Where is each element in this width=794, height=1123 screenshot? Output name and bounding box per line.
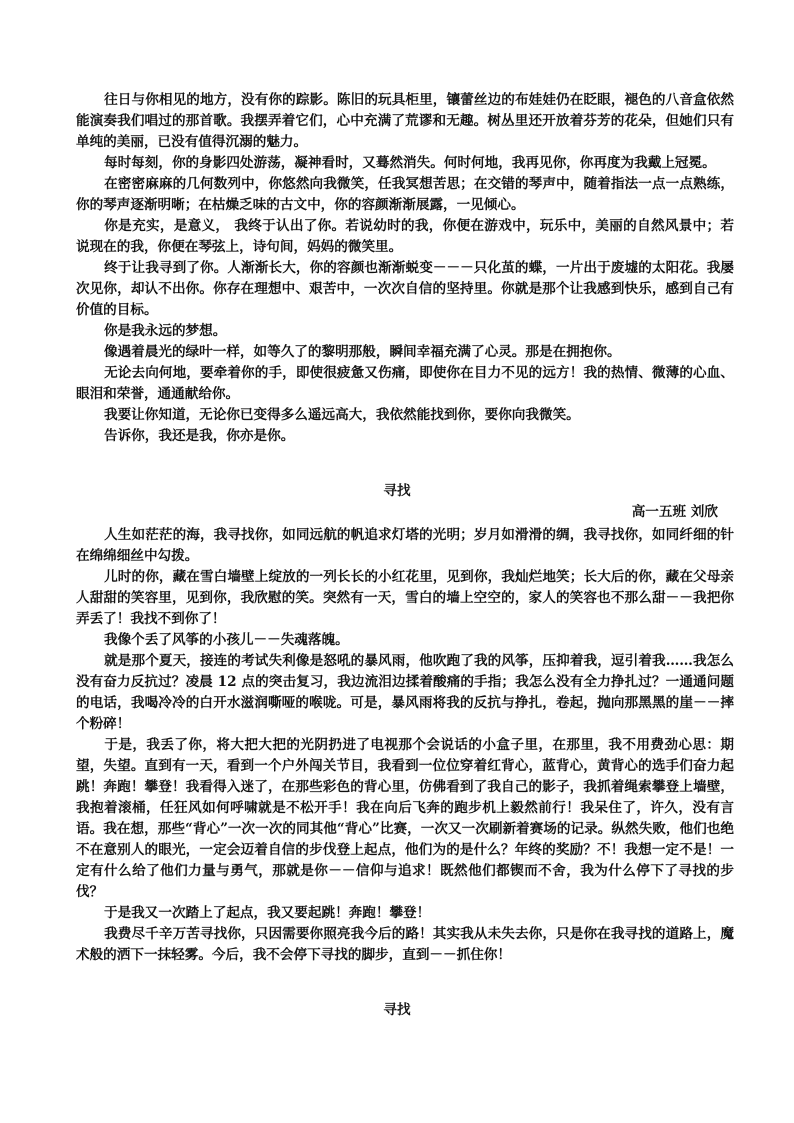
essay1-paragraph-4: 你是充实，是意义， 我终于认出了你。若说幼时的我，你便在游戏中，玩乐中，美丽的自然风景中；若说现在的我，你便在琴弦上，诗句间，妈妈的微笑里。 [76,218,734,255]
essay2-body [76,525,734,966]
essay1-paragraph-5: 终于让我寻到了你。人渐渐长大，你的容颜也渐渐蜕变－－－只化茧的蝶，一片出于废墟的太阳花。我屡次见你，却认不出你。你存在理想中、艰苦中，一次次自信的坚持里。你就是那个让我感到快乐，感到自己有价值的目标。 [76,260,734,318]
essay2-paragraph-5: 于是，我丢了你，将大把大把的光阴扔进了电视那个会说话的小盒子里，在那里，我不用费劲心思：期望，失望。直到有一天，看到一个户外闯关节目，我看到一位位穿着红背心，蓝背心，黄背心的选手们奋力起跳！奔跑！攀登！我看得入迷了，在那些彩色的背心里，仿佛看到了我自己的影子，我抓着绳索攀登上墙壁，我抱着滚桶，任狂风如何呼啸就是不松开手！我在向后飞奔的跑步机上毅然前行！我呆住了，许久，没有言语。我在想，那些“背心”一次一次的同其他“背心”比赛，一次又一次刷新着赛场的记录。纵然失败，他们也绝不在意别人的眼光，一定会迈着自信的步伐登上起点，他们为的是什么？年终的奖励？不！我想一定不是！一定有什么给了他们力量与勇气，那就是你－－信仰与追求！既然他们都锲而不舍，我为什么停下了寻找的步伐？ [76,737,734,900]
essay2-paragraph-7: 我费尽千辛万苦寻找你，只因需要你照亮我今后的路！其实我从未失去你，只是你在我寻找的道路上，魔术般的洒下一抹轻雾。今后，我不会停下寻找的脚步，直到－－抓住你！ [76,926,734,963]
essay2-paragraph-4: 就是那个夏天，接连的考试失利像是怒吼的暴风雨，他吹跑了我的风筝，压抑着我，逗引着我……我怎么没有奋力反抗过？凌晨 12 点的突击复习，我边流泪边揉着酸痛的手指；我怎么没有全力挣扎过？一通通问题的电话，我喝冷冷的白开水滋润嘶哑的喉咙。可是，暴风雨将我的反抗与挣扎，卷起，抛向那黑黑的崖－－摔个粉碎！ [76,653,734,732]
essay3-title: 寻找 [383,1002,411,1018]
essay1-paragraph-10: 告诉你，我还是我，你亦是你。 [104,428,295,444]
essay2-paragraph-3: 我像个丢了风筝的小孩儿－－失魂落魄。 [104,632,349,648]
essay1-paragraph-3: 在密密麻麻的几何数列中，你悠然向我微笑，任我冥想苦思；在交错的琴声中，随着指法一点一点熟练，你的琴声逐渐明晰；在枯燥乏味的古文中，你的容颜渐渐展露，一见倾心。 [76,176,734,213]
essay1-body [76,90,734,447]
essay2-author: 高一五班 刘欣 [631,504,718,520]
essay1-paragraph-8: 无论去向何地，要牵着你的手，即使很疲惫又伤痛，即使你在目力不见的远方！我的热情、微薄的心血、眼泪和荣誉，通通献给你。 [76,365,734,402]
essay1-paragraph-7: 像遇着晨光的绿叶一样，如等久了的黎明那般，瞬间幸福充满了心灵。那是在拥抱你。 [104,344,621,360]
essay2-title: 寻找 [383,483,411,499]
essay2-paragraph-1: 人生如茫茫的海，我寻找你，如同远航的帆追求灯塔的光明；岁月如滑滑的绸，我寻找你，如同纤细的针在绵绵细丝中勾拨。 [76,527,734,564]
essay1-paragraph-1: 往日与你相见的地方，没有你的踪影。陈旧的玩具柜里，镶蕾丝边的布娃娃仍在眨眼，褪色的八音盒依然能演奏我们唱过的那首歌。我摆弄着它们，心中充满了荒谬和无趣。树丛里还开放着芬芳的花朵，但她们只有单纯的美丽，已没有值得沉溺的魅力。 [76,92,734,150]
essay2-paragraph-6: 于是我又一次踏上了起点，我又要起跳！奔跑！攀登！ [104,905,431,921]
essay2-paragraph-2: 儿时的你，藏在雪白墙壁上绽放的一列长长的小红花里，见到你，我灿烂地笑；长大后的你，藏在父母亲人甜甜的笑容里，见到你，我欣慰的笑。突然有一天，雪白的墙上空空的，家人的笑容也不那么甜－－我把你弄丢了！我找不到你了！ [76,569,734,627]
essay1-paragraph-9: 我要让你知道，无论你已变得多么遥远高大，我依然能找到你，要你向我微笑。 [104,407,580,423]
essay1-paragraph-6: 你是我永远的梦想。 [104,323,227,339]
essay1-paragraph-2: 每时每刻，你的身影四处游荡，凝神看时，又蓦然消失。何时何地，我再见你，你再度为我戴上冠冕。 [104,155,716,171]
